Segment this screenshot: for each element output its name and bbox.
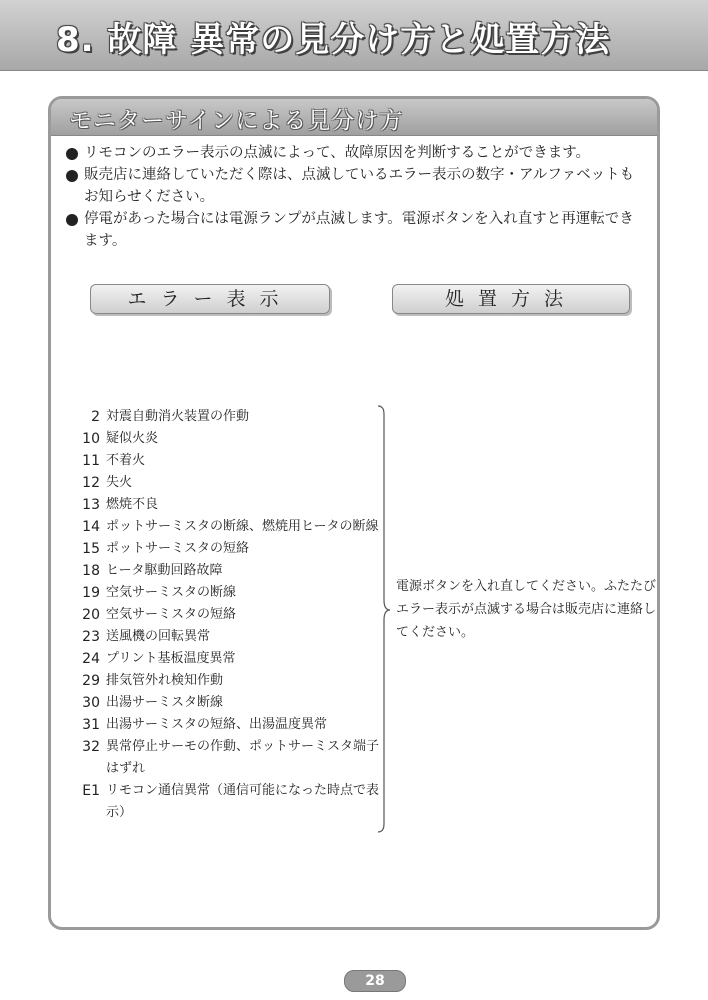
error-description: プリント基板温度異常 [106,651,236,666]
error-code: 18 [82,563,100,579]
error-code-list [64,406,384,824]
error-code-row [64,714,384,736]
info-bullet-text: 販売店に連絡していただく際は、点滅しているエラー表示の数字・アルファベットもお知らせください。 [84,167,635,205]
error-code: 11 [82,453,100,469]
error-code: 30 [82,695,100,711]
error-code: 13 [82,497,100,513]
error-description: 燃焼不良 [106,497,159,512]
error-code: 15 [82,541,100,557]
error-description: リモコン通信異常（通信可能になった時点で表示） [106,783,380,820]
error-code: E1 [82,783,100,799]
error-description: 対震自動消火装置の作動 [106,409,250,424]
error-description: 失火 [106,475,133,490]
error-code: 10 [82,431,100,447]
error-code-row [64,472,384,494]
error-code-row [64,670,384,692]
error-description: ポットサーミスタの短絡 [106,541,250,556]
info-bullet [66,142,646,164]
error-code: 32 [82,739,100,755]
error-code: 2 [91,409,100,425]
error-code-row [64,582,384,604]
error-description: 不着火 [106,453,146,468]
info-bullet [66,208,646,252]
bullet-dot-icon [66,148,78,160]
action-header: 処置方法 [392,284,630,314]
info-bullet-list [66,142,646,252]
error-code-row [64,406,384,428]
error-code: 12 [82,475,100,491]
error-code-row [64,538,384,560]
info-bullet-text: 停電があった場合には電源ランプが点滅します。電源ボタンを入れ直すと再運転できます。 [84,211,634,249]
panel-header [51,99,657,136]
error-code-row [64,626,384,648]
error-code-row [64,648,384,670]
error-code-row [64,604,384,626]
error-code-row [64,736,384,780]
right-brace-icon [376,404,392,836]
error-description: ポットサーミスタの断線、燃焼用ヒータの断線 [106,519,379,534]
error-code-row [64,494,384,516]
error-code: 31 [82,717,100,733]
action-instructions: 電源ボタンを入れ直してください。ふたたびエラー表示が点滅する場合は販売店に連絡してください。 [396,579,657,640]
info-bullet [66,164,646,208]
error-description: ヒータ駆動回路故障 [106,563,223,578]
error-code: 24 [82,651,100,667]
error-code-row [64,450,384,472]
error-description: 疑似火炎 [106,431,159,446]
error-code-row [64,560,384,582]
bullet-dot-icon [66,170,78,182]
bullet-dot-icon [66,214,78,226]
error-code-row [64,428,384,450]
error-description: 出湯サーミスタ断線 [106,695,224,710]
error-code: 19 [82,585,100,601]
section-header-bar [0,0,708,71]
info-bullet-text: リモコンのエラー表示の点滅によって、故障原因を判断することができます。 [84,145,591,161]
error-description: 異常停止サーモの作動、ポットサーミスタ端子はずれ [106,739,380,776]
section-title: 8. 故障 異常の見分け方と処置方法 [56,20,611,60]
error-code-row [64,692,384,714]
error-code: 14 [82,519,100,535]
error-description: 空気サーミスタの断線 [106,585,237,600]
error-description: 送風機の回転異常 [106,629,211,644]
page-number: 28 [344,970,406,992]
error-code-row [64,516,384,538]
error-display-header: エラー表示 [90,284,330,314]
error-code-row [64,780,384,824]
error-description: 排気管外れ検知作動 [106,673,224,688]
error-description: 空気サーミスタの短絡 [106,607,237,622]
error-code: 20 [82,607,100,623]
panel-title: モニターサインによる見分け方 [69,108,404,134]
error-description: 出湯サーミスタの短絡、出湯温度異常 [106,717,328,732]
error-code: 23 [82,629,100,645]
error-code: 29 [82,673,100,689]
